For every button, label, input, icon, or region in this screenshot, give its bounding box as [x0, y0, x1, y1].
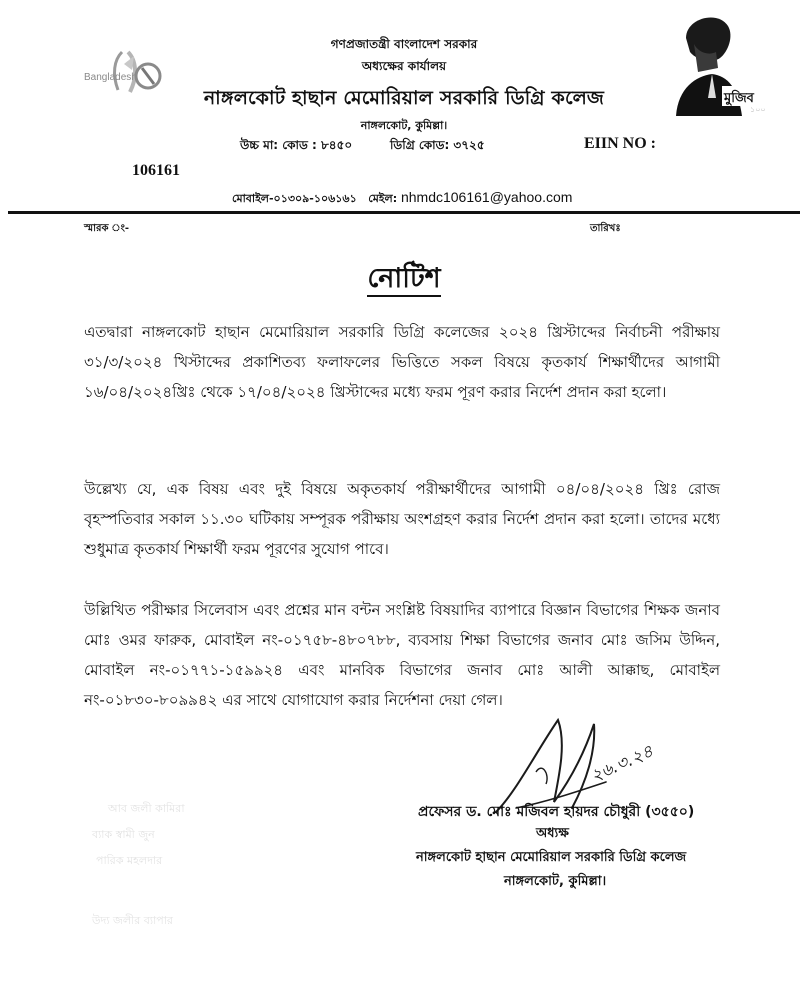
svg-text:১০০: ১০০ — [750, 105, 766, 114]
bleed-through-text: ব্যাক স্বামী জুন — [92, 828, 155, 841]
notice-title — [0, 258, 808, 303]
government-line: গণপ্রজাতন্ত্রী বাংলাদেশ সরকার — [330, 37, 478, 51]
notice-paragraph-2: উল্লেখ্য যে, এক বিষয় এবং দুই বিষয়ে অকৃতকার্য পরীক্ষার্থীদের আগামী ০৪/০৪/২০২৪ খ্রিঃ রোজ বৃহস্পতিবার সকাল ১১.৩০ ঘটিকায় সম্পূরক পরীক্ষায় অংশগ্রহণ করার নির্দেশ প্রদান করা হলো। তাদের মধ্যে শুধুমাত্র কৃতকার্য শিক্ষার্থী ফরম পূরণের সুযোগ পাবে। — [84, 480, 720, 558]
bleed-through-text: উদ্য জলীর ব্যাপার — [92, 914, 173, 927]
college-location: নাঙ্গলকোট, কুমিল্লা। — [360, 119, 448, 132]
header-divider — [8, 211, 800, 214]
notice-paragraph-3: উল্লিখিত পরীক্ষার সিলেবাস এবং প্রশ্নের মান বন্টন সংশ্লিষ্ট বিষয়াদির ব্যাপারে বিজ্ঞান বিভাগের শিক্ষক জনাব মোঃ ওমর ফারুক, মোবাইল নং-০১৭৫৮-৪৮০৭৮৮, ব্যবসায় শিক্ষা বিভাগের জনাব মোঃ জসিম উদ্দিন, মোবাইল নং-০১৭৭১-১৫৯৯২৪ এবং মানবিক বিভাগের জনাব মোঃ আলী আক্কাছ, মোবাইল নং-০১৮৩০-৮০৯৯৪২ এর সাথে যোগাযোগ করার নির্দেশনা দেয়া গেল। — [84, 601, 720, 709]
signatory-designation: অধ্যক্ষ — [536, 826, 569, 841]
office-line: অধ্যক্ষের কার্যালয় — [361, 59, 447, 73]
memo-label: স্মারক ং- — [84, 223, 130, 234]
degree-code: ডিগ্রি কোড: ৩৭২৫ — [390, 138, 485, 152]
signature-date: ২৬.৩.২৪ — [587, 741, 657, 787]
notice-paragraph-1: এতদ্বারা নাঙ্গলকোট হাছান মেমোরিয়াল সরকারি ডিগ্রি কলেজের ২০২৪ খ্রিস্টাব্দের নির্বাচনী পরীক্ষায় ৩১/৩/২০২৪ খিস্টাব্দের প্রকাশিতব্য ফলাফলের ভিত্তিতে সকল বিষয়ে কৃতকার্য শিক্ষার্থীদের আগামী ১৬/০৪/২০২৪খ্রিঃ থেকে ১৭/০৪/২০২৪ খ্রিস্টাব্দের মধ্যে ফরম পূরণ করার নির্দেশ প্রদান করা হলো। — [84, 323, 720, 401]
eiin-label: EIIN NO : — [584, 135, 657, 152]
eiin-number: 106161 — [132, 162, 180, 179]
date-label: তারিখঃ — [590, 223, 621, 234]
mobile-number: মোবাইল-০১৩০৯-১০৬১৬১ — [232, 192, 357, 205]
email-label: মেইল: — [368, 192, 398, 205]
signatory-name: প্রফেসর ড. মোঃ মজিবল হায়দর চৌধুরী (৩৫৫০) — [418, 804, 695, 820]
email-address: nhmdc106161@yahoo.com — [400, 189, 573, 205]
signatory-college: নাঙ্গলকোট হাছান মেমোরিয়াল সরকারি ডিগ্রি কলেজ — [416, 850, 687, 865]
college-name-heading: নাঙ্গলকোট হাছান মেমোরিয়াল সরকারি ডিগ্রি কলেজ — [203, 87, 605, 109]
portrait-caption: মুজিব — [724, 91, 754, 106]
bleed-through-text: পারিক মহলদার — [96, 854, 163, 867]
bleed-through-text: আব জলী কামিরা — [108, 802, 185, 815]
notice-title-text: নোটিশ — [367, 263, 440, 297]
logo-text: Bangladesh — [84, 72, 137, 83]
hsc-code: উচ্চ মা: কোড : ৮৪৫০ — [240, 138, 353, 152]
contact-line — [232, 189, 572, 209]
signatory-place: নাঙ্গলকোট, কুমিল্লা। — [504, 874, 607, 889]
